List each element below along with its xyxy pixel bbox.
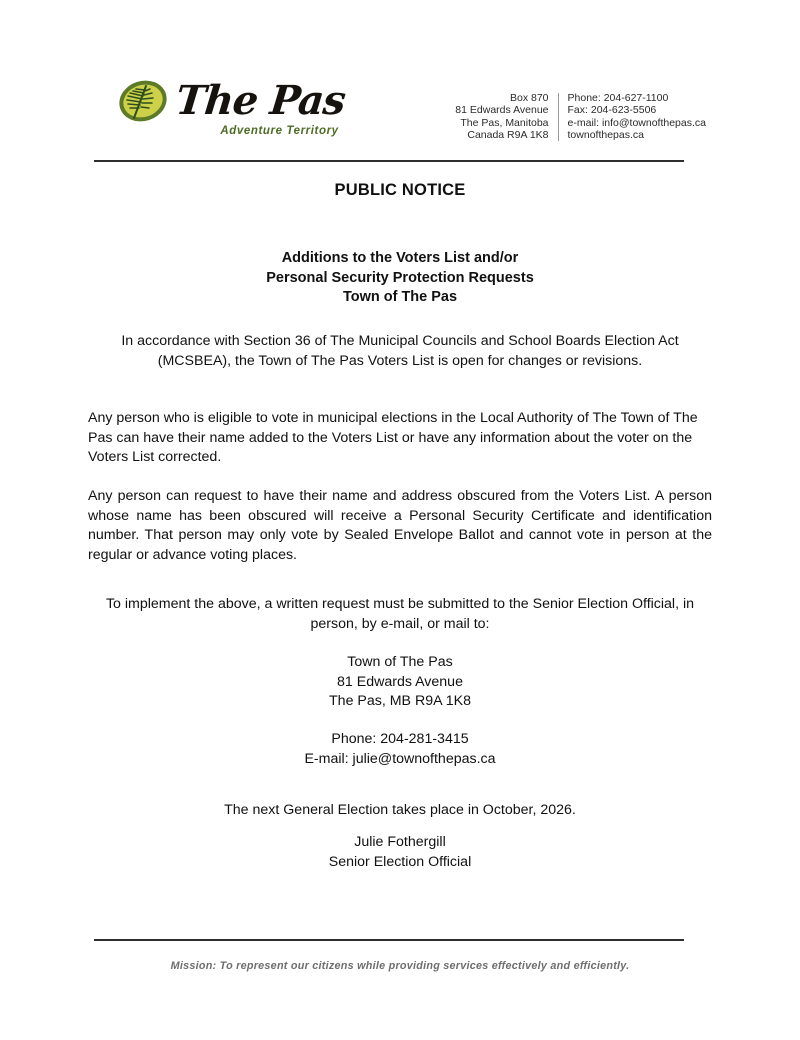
header-divider-rule (94, 160, 684, 162)
email-line: e-mail: info@townofthepas.ca (567, 116, 706, 129)
letterhead (94, 66, 706, 152)
subject-line: Town of The Pas (342, 289, 458, 305)
notice-subject (94, 249, 706, 308)
mailing-address-block (94, 653, 706, 712)
paragraph-how-to-submit: To implement the above, a written request must be submitted to the Senior Election Official, in person, by e-mail, or mail to: (105, 596, 695, 632)
address-line: Box 870 (509, 92, 549, 104)
contact-phone: Phone: 204-281-3415 (331, 731, 469, 747)
contact-details-block (94, 730, 706, 769)
paragraph-act-reference: In accordance with Section 36 of The Municipal Councils and School Boards Election Act (MCSBEA), the Town of The Pas Voters List is open for changes or revisions. (121, 333, 679, 369)
mailing-address-line: The Pas, MB R9A 1K8 (329, 693, 471, 710)
logo-tagline: Adventure Territory (220, 125, 339, 137)
signer-name: Julie Fothergill (354, 834, 446, 850)
fax-line: Fax: 204-623-5506 (567, 104, 657, 117)
mission-statement: Mission: To represent our citizens while providing services effectively and efficiently. (170, 960, 630, 972)
logo-row (116, 77, 348, 124)
letterhead-contact-block (455, 66, 706, 142)
pine-tree-glyph (116, 78, 172, 124)
mailing-address-line: Town of The Pas (347, 654, 453, 670)
letterhead-mailing-address (455, 92, 557, 142)
address-line: The Pas, Manitoba (460, 116, 549, 129)
signature-block (94, 833, 706, 872)
subject-line: Personal Security Protection Requests (266, 269, 534, 286)
page-title: PUBLIC NOTICE (334, 181, 466, 199)
phone-line: Phone: 204-627-1100 (567, 92, 669, 104)
subject-line: Additions to the Voters List and/or (281, 250, 519, 266)
mailing-address-line: 81 Edwards Avenue (337, 673, 463, 690)
pine-tree-leaf-icon (116, 78, 172, 124)
logo-wordmark: The Pas (173, 77, 348, 124)
address-line: Canada R9A 1K8 (467, 129, 549, 142)
contact-email: E-mail: julie@townofthepas.ca (304, 750, 496, 767)
letterhead-contact-details (559, 92, 706, 142)
website-line: townofthepas.ca (567, 129, 644, 142)
signer-title: Senior Election Official (328, 853, 472, 870)
address-line: 81 Edwards Avenue (455, 104, 549, 117)
next-election-note: The next General Election takes place in October, 2026. (224, 802, 576, 818)
paragraph-eligible-voters: Any person who is eligible to vote in municipal elections in the Local Authority of The Town of The Pas can have their name added to the Voters List or have any information about the voter on the Voters List corrected. (88, 410, 698, 466)
footer-divider-rule (94, 939, 684, 941)
town-logo (94, 66, 348, 137)
paragraph-security-protection: Any person can request to have their name and address obscured from the Voters List. A person whose name has been obscured will receive a Personal Security Certificate and identification number. That person may only vote by Sealed Envelope Ballot and cannot vote in person at the regular or advance voting places. (88, 488, 712, 564)
